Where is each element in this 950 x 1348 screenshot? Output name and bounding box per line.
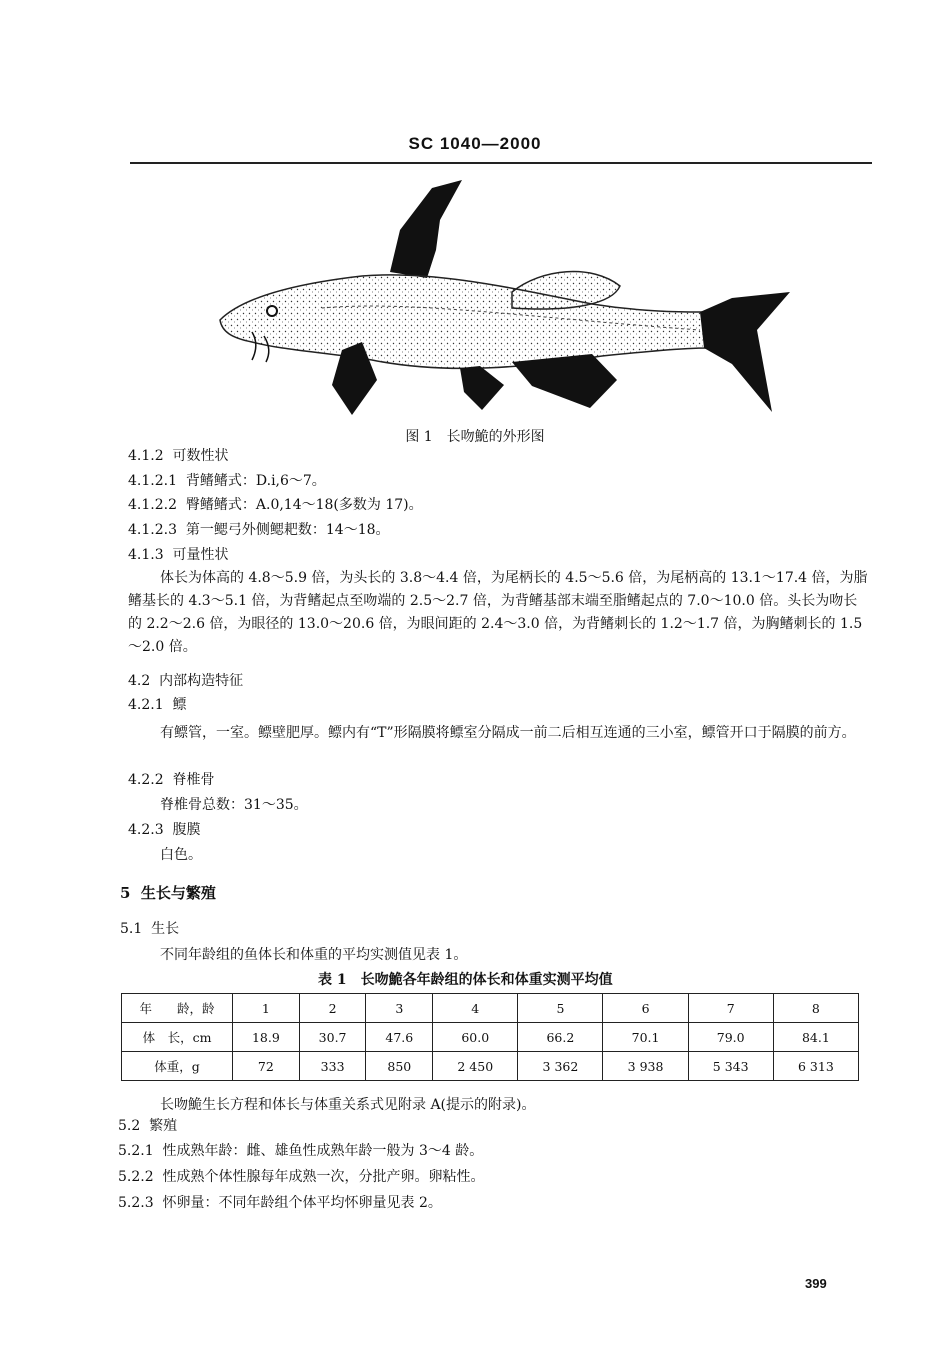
section-number: 4.1.2.1 xyxy=(128,473,177,489)
section-4-2-3 xyxy=(128,819,201,839)
table-cell: 47.6 xyxy=(366,1023,433,1052)
table-cell: 8 xyxy=(773,994,858,1023)
table-cell: 体 长，cm xyxy=(122,1023,233,1052)
table-cell: 18.9 xyxy=(233,1023,300,1052)
table-cell: 60.0 xyxy=(433,1023,518,1052)
section-title: 生长 xyxy=(151,921,180,937)
table-cell: 年 龄，龄 xyxy=(122,994,233,1023)
fish-body xyxy=(220,275,708,369)
section-4-1-2-1 xyxy=(128,470,326,490)
table-cell: 3 362 xyxy=(518,1052,603,1081)
table-cell: 850 xyxy=(366,1052,433,1081)
section-text: 性成熟年龄：雌、雄鱼性成熟年龄一般为 3～4 龄。 xyxy=(162,1143,484,1159)
table-header-row xyxy=(122,994,859,1023)
section-4-1-3 xyxy=(128,544,229,564)
section-title: 脊椎骨 xyxy=(172,772,215,788)
growth-after-note: 长吻鮠生长方程和体长与体重关系式见附录 A(提示的附录)。 xyxy=(160,1097,536,1113)
section-number: 4.1.2.3 xyxy=(128,522,177,538)
table-cell: 6 313 xyxy=(773,1052,858,1081)
section-title: 可数性状 xyxy=(172,448,229,464)
page-header: SC 1040—2000 xyxy=(408,134,542,153)
measurable-traits-paragraph: 体长为体高的 4.8～5.9 倍，为头长的 3.8～4.4 倍，为尾柄长的 4.5～5.6 倍，为尾柄高的 13.1～17.4 倍，为脂鳍基长的 4.3～5.1 倍，为背鳍起点至吻端的 2.5～2.7 倍，为背鳍基部末端至脂鳍起点的 7.0～10.0 倍。头长为吻长的 2.2～2.6 倍，为眼径的 13.0～20.6 倍，为眼间距的 2.4～3.0 倍，为背鳍刺长的 1.2～1.7 倍，为胸鳍刺长的 1.5～2.0 倍。 xyxy=(128,570,868,655)
section-text: 第一鳃弓外侧鳃耙数：14～18。 xyxy=(185,522,390,538)
table-cell: 70.1 xyxy=(603,1023,688,1052)
section-number: 4.2.1 xyxy=(128,697,164,713)
section-4-1-2 xyxy=(128,445,229,465)
table-cell: 6 xyxy=(603,994,688,1023)
section-4-1-2-2 xyxy=(128,494,423,514)
table-cell: 4 xyxy=(433,994,518,1023)
section-5 xyxy=(120,882,216,903)
anal-fin xyxy=(512,354,617,408)
section-number: 4.1.2 xyxy=(128,448,164,464)
section-title: 鳔 xyxy=(172,697,187,713)
section-text: 性成熟个体性腺每年成熟一次，分批产卵。卵粘性。 xyxy=(162,1169,485,1185)
swim-bladder-paragraph: 有鳔管，一室。鳔壁肥厚。鳔内有“T”形隔膜将鳔室分隔成一前二后相互连通的三小室，鳔管开口于隔膜的前方。 xyxy=(160,725,856,741)
section-5-1 xyxy=(120,918,179,938)
section-title: 内部构造特征 xyxy=(159,673,244,689)
growth-table xyxy=(121,993,859,1081)
section-title: 繁殖 xyxy=(149,1118,178,1134)
section-4-1-2-3 xyxy=(128,519,390,539)
section-text: 怀卵量：不同年龄组个体平均怀卵量见表 2。 xyxy=(162,1195,442,1211)
page-number: 399 xyxy=(805,1276,827,1291)
vertebra-text: 脊椎骨总数：31～35。 xyxy=(160,797,308,813)
section-5-2 xyxy=(118,1115,177,1135)
section-5-2-2 xyxy=(118,1166,485,1186)
section-title: 生长与繁殖 xyxy=(140,884,216,902)
fish-eye xyxy=(267,306,277,316)
growth-intro: 不同年龄组的鱼体长和体重的平均实测值见表 1。 xyxy=(160,947,468,963)
section-text: 臀鳍鳍式：A.0,14～18(多数为 17)。 xyxy=(185,497,423,513)
table-cell: 体重，g xyxy=(122,1052,233,1081)
table-cell: 2 450 xyxy=(433,1052,518,1081)
section-number: 5.1 xyxy=(120,921,143,937)
section-5-2-3 xyxy=(118,1192,442,1212)
section-number: 4.1.3 xyxy=(128,547,164,563)
figure-caption: 图 1 长吻鮠的外形图 xyxy=(405,429,545,445)
table-cell: 3 938 xyxy=(603,1052,688,1081)
section-number: 5.2 xyxy=(118,1118,141,1134)
section-number: 5.2.3 xyxy=(118,1195,154,1211)
section-4-2 xyxy=(128,670,243,690)
table-1-title: 表 1 长吻鮠各年龄组的体长和体重实测平均值 xyxy=(318,972,613,988)
table-cell: 2 xyxy=(299,994,366,1023)
section-number: 5.2.1 xyxy=(118,1143,154,1159)
section-number: 4.2.2 xyxy=(128,772,164,788)
table-cell: 7 xyxy=(688,994,773,1023)
table-cell: 333 xyxy=(299,1052,366,1081)
table-cell: 3 xyxy=(366,994,433,1023)
pelvic-fin xyxy=(460,366,504,410)
table-row xyxy=(122,1023,859,1052)
table-cell: 66.2 xyxy=(518,1023,603,1052)
peritoneum-text: 白色。 xyxy=(160,847,202,863)
table-cell: 30.7 xyxy=(299,1023,366,1052)
fish-illustration xyxy=(212,180,792,425)
table-cell: 1 xyxy=(233,994,300,1023)
section-number: 5.2.2 xyxy=(118,1169,154,1185)
section-5-2-1 xyxy=(118,1140,483,1160)
table-row xyxy=(122,1052,859,1081)
section-text: 背鳍鳍式：D.ⅰ,6～7。 xyxy=(185,473,326,489)
table-cell: 72 xyxy=(233,1052,300,1081)
section-number: 4.1.2.2 xyxy=(128,497,177,513)
section-title: 可量性状 xyxy=(172,547,229,563)
section-4-2-2 xyxy=(128,769,215,789)
section-number: 4.2.3 xyxy=(128,822,164,838)
section-number: 4.2 xyxy=(128,673,151,689)
section-4-2-1 xyxy=(128,694,187,714)
caudal-fin xyxy=(700,292,790,412)
section-number: 5 xyxy=(120,884,131,902)
table-cell: 84.1 xyxy=(773,1023,858,1052)
table-cell: 79.0 xyxy=(688,1023,773,1052)
header-rule xyxy=(130,162,872,164)
table-cell: 5 xyxy=(518,994,603,1023)
table-cell: 5 343 xyxy=(688,1052,773,1081)
dorsal-fin xyxy=(390,180,462,278)
section-title: 腹膜 xyxy=(172,822,201,838)
